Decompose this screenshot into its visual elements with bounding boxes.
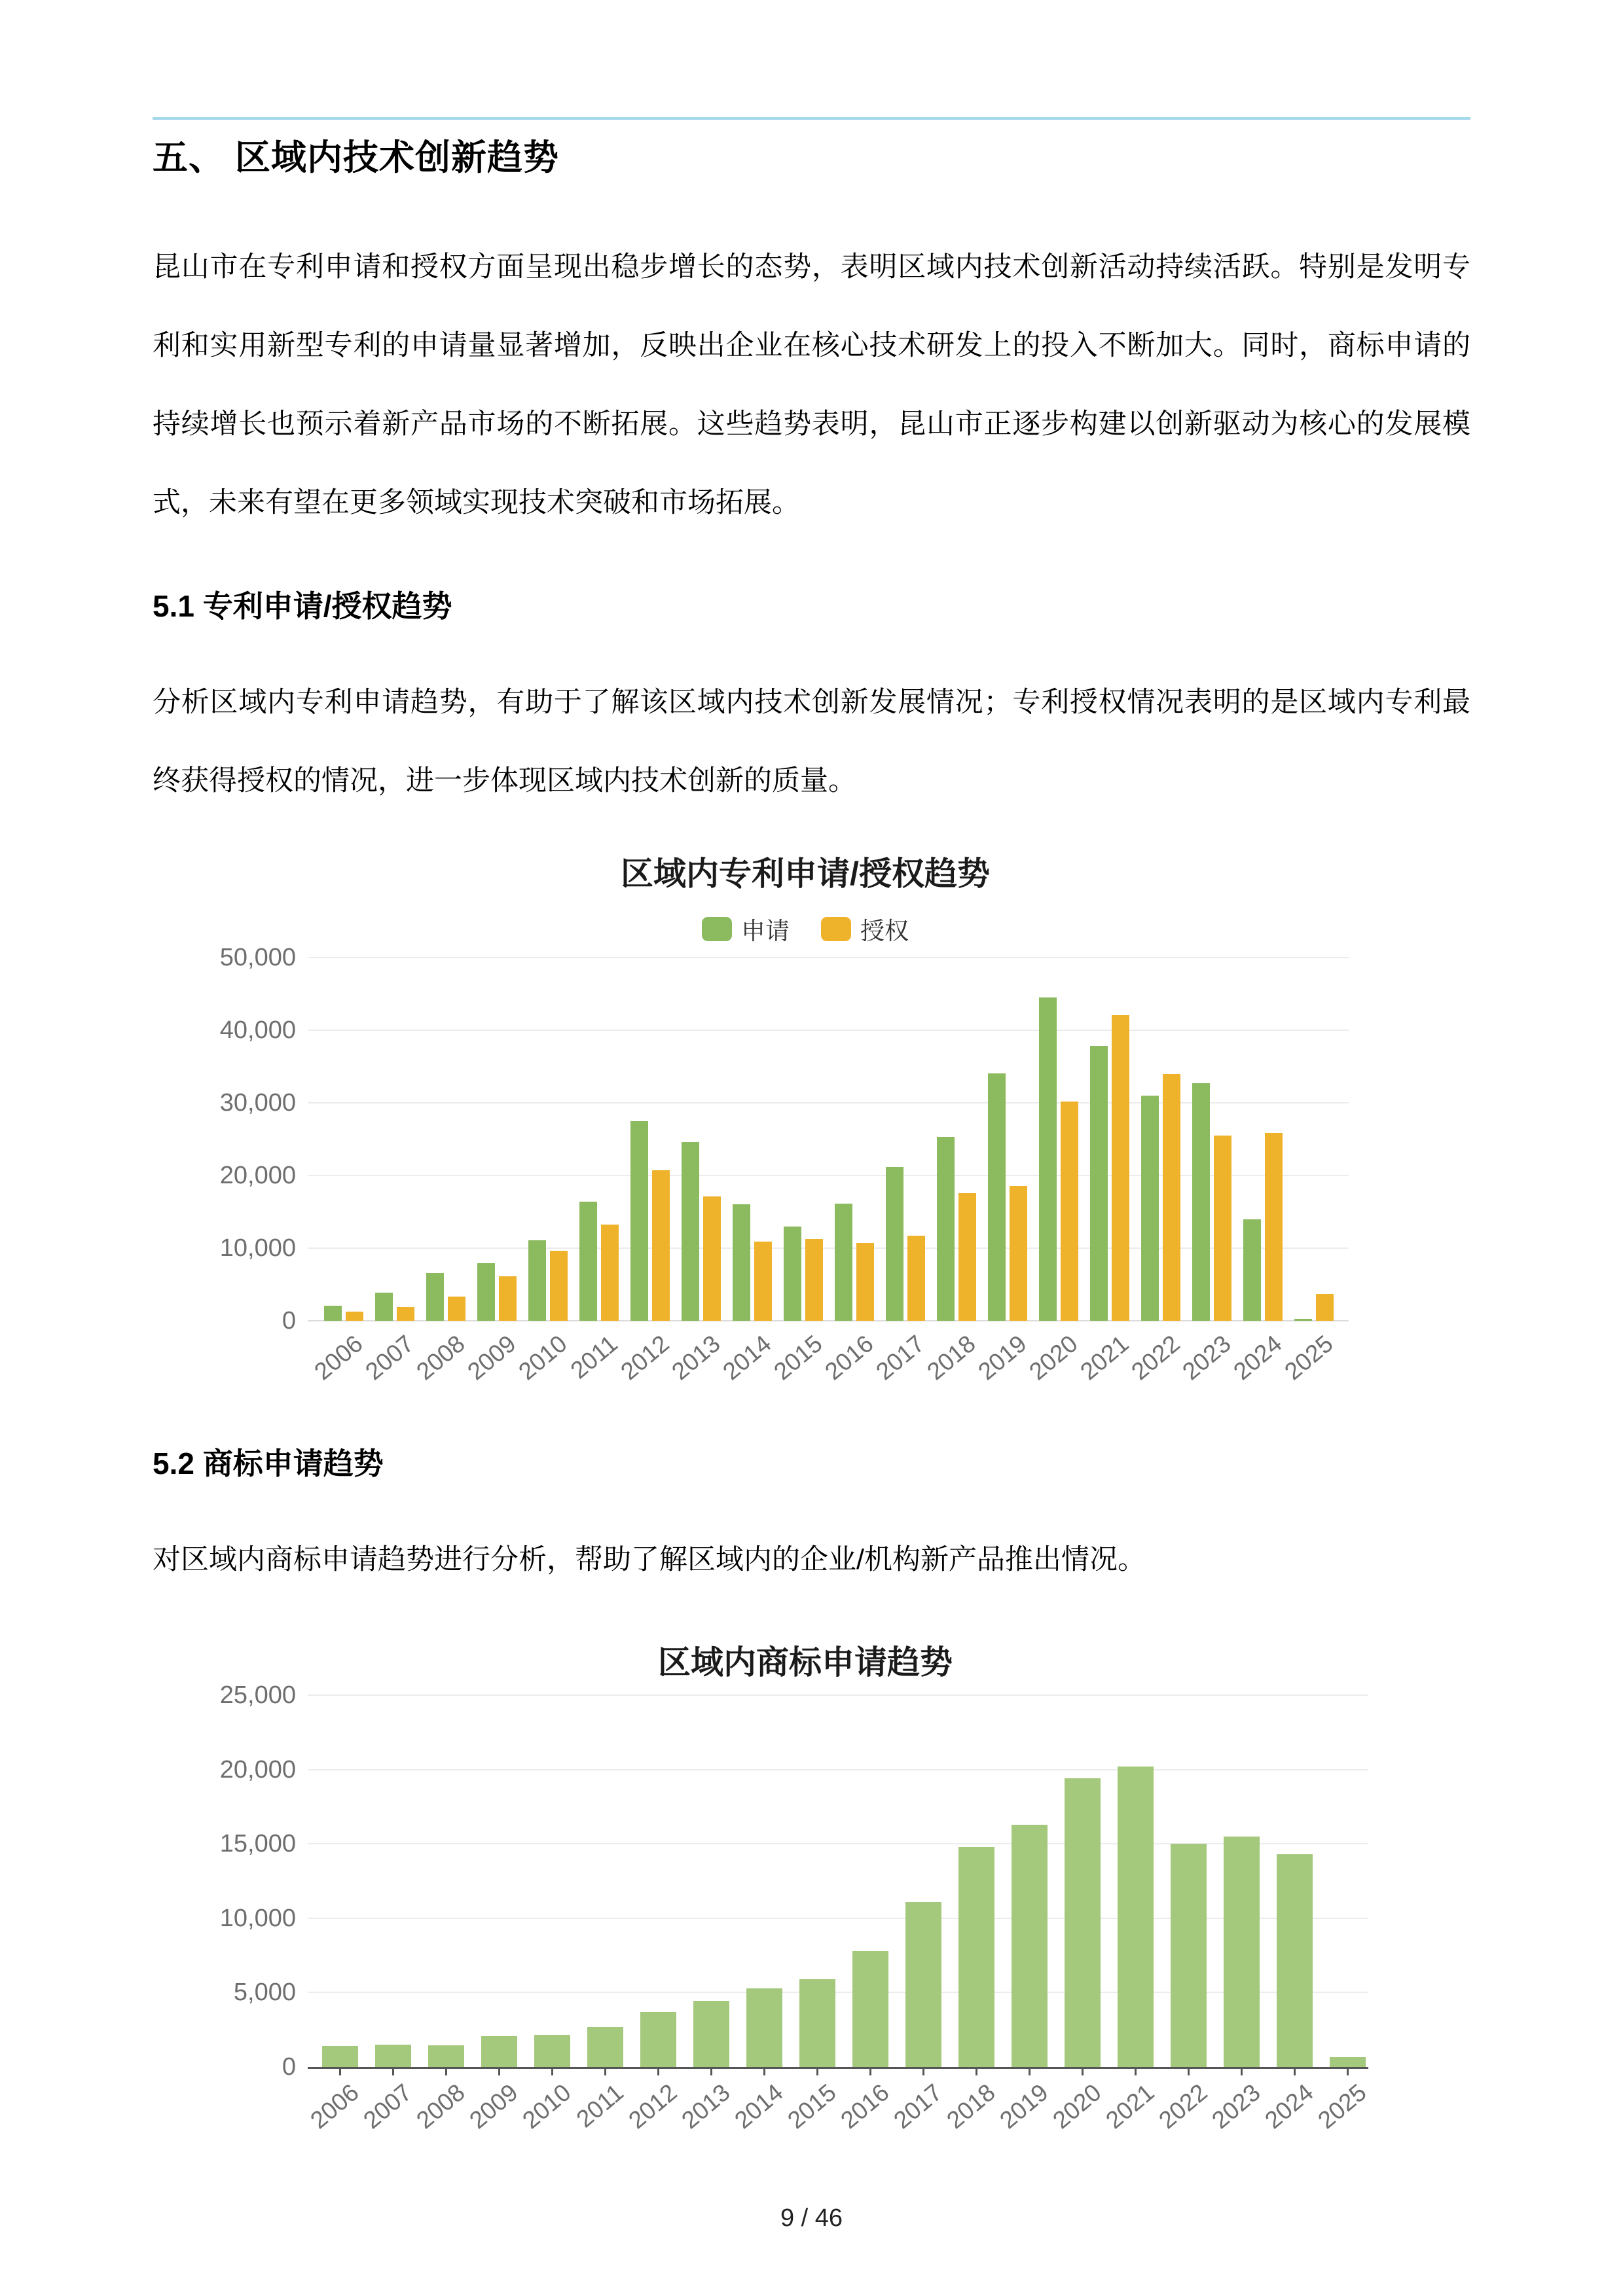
- bar-授权-2023: [1214, 1136, 1231, 1321]
- axis-tick: [710, 2069, 712, 2075]
- x-axis-tick-label: 2015: [782, 2079, 841, 2134]
- bar-商标申请-2010: [534, 2035, 570, 2067]
- axis-tick: [869, 2069, 871, 2075]
- x-axis-tick-label: 2011: [572, 2079, 629, 2133]
- axis-tick: [1294, 2069, 1296, 2075]
- x-axis-tick-label: 2006: [304, 2079, 364, 2134]
- patent-chart-title: 区域内专利申请/授权趋势: [621, 855, 990, 892]
- section-5-2-heading: 5.2 商标申请趋势: [153, 1446, 384, 1480]
- x-axis-tick-label: 2010: [513, 1330, 572, 1386]
- section-5-2-paragraph: 对区域内商标申请趋势进行分析，帮助了解区域内的企业/机构新产品推出情况。: [153, 1544, 1146, 1575]
- x-axis-tick-label: 2014: [729, 2079, 788, 2134]
- axis-tick: [816, 2069, 818, 2075]
- patent-chart-legend: [177, 911, 1434, 946]
- bar-申请-2025: [1294, 1319, 1312, 1321]
- bar-申请-2020: [1039, 997, 1057, 1321]
- bar-授权-2021: [1112, 1015, 1129, 1321]
- axis-tick: [1082, 2069, 1084, 2075]
- bar-申请-2012: [630, 1121, 648, 1321]
- bar-申请-2008: [426, 1273, 444, 1321]
- bar-申请-2007: [375, 1293, 393, 1321]
- axis-tick: [551, 2069, 553, 2075]
- gridline: [308, 1992, 1368, 1993]
- bar-商标申请-2025: [1330, 2057, 1366, 2067]
- section-5-heading: 五、 区域内技术创新趋势: [153, 138, 560, 177]
- x-axis-tick-label: 2021: [1100, 2079, 1159, 2134]
- x-axis-tick-label: 2011: [566, 1330, 623, 1384]
- x-axis-tick-label: 2012: [615, 1330, 674, 1386]
- bar-商标申请-2020: [1065, 1778, 1101, 2067]
- x-axis-tick-label: 2016: [819, 1330, 879, 1386]
- bar-商标申请-2013: [693, 2001, 729, 2067]
- trademark-chart-plot-area: [304, 1695, 1372, 2134]
- x-axis-tick-label: 2024: [1228, 1330, 1287, 1386]
- x-axis-tick-label: 2023: [1176, 1330, 1236, 1386]
- x-axis-tick-label: 2012: [623, 2079, 682, 2134]
- y-axis-tick-label: 25,000: [219, 1681, 296, 1709]
- axis-tick: [604, 2069, 606, 2075]
- x-axis-tick-label: 2017: [888, 2079, 947, 2134]
- y-axis-tick-label: 10,000: [219, 1234, 296, 1262]
- section-5-paragraph: 昆山市在专利申请和授权方面呈现出稳步增长的态势，表明区域内技术创新活动持续活跃。特别是发明专利和实用新型专利的申请量显著增加，反映出企业在核心技术研发上的投入不断加大。同时，商标申请的持续增长也预示着新产品市场的不断拓展。这些趋势表明，昆山市正逐步构建以创新驱动为核心的发展模式，未来有望在更多领域实现技术突破和市场拓展。: [153, 251, 1470, 518]
- axis-tick: [1188, 2069, 1190, 2075]
- bar-商标申请-2021: [1118, 1767, 1154, 2067]
- bar-授权-2014: [754, 1242, 772, 1321]
- axis-tick: [1347, 2069, 1349, 2075]
- legend-item: [821, 911, 909, 946]
- y-axis-tick-label: 15,000: [219, 1830, 296, 1858]
- x-axis-tick-label: 2025: [1312, 2079, 1372, 2134]
- x-axis-tick-label: 2021: [1074, 1330, 1134, 1386]
- x-axis-tick-label: 2020: [1023, 1330, 1083, 1386]
- bar-申请-2022: [1141, 1096, 1159, 1321]
- axis-tick: [392, 2069, 394, 2075]
- x-axis-tick-label: 2009: [462, 1330, 521, 1386]
- bar-授权-2019: [1010, 1186, 1027, 1321]
- x-axis-tick-label: 2022: [1125, 1330, 1185, 1386]
- bar-申请-2010: [528, 1240, 546, 1321]
- section-5-1-paragraph: 分析区域内专利申请趋势，有助于了解该区域内技术创新发展情况；专利授权情况表明的是区域内专利最终获得授权的情况，进一步体现区域内技术创新的质量。: [153, 687, 1470, 797]
- axis-tick: [763, 2069, 765, 2075]
- bar-商标申请-2018: [958, 1847, 994, 2067]
- bar-申请-2013: [682, 1142, 699, 1321]
- axis-tick: [922, 2069, 924, 2075]
- bar-授权-2010: [550, 1251, 568, 1321]
- x-axis-tick-label: 2017: [870, 1330, 930, 1386]
- x-axis-tick-label: 2020: [1047, 2079, 1106, 2134]
- page-number: 9 / 46: [780, 2204, 843, 2232]
- x-axis-tick-label: 2009: [464, 2079, 523, 2134]
- bar-申请-2017: [886, 1167, 903, 1321]
- gridline: [308, 957, 1349, 958]
- bar-授权-2017: [907, 1236, 925, 1321]
- bar-申请-2018: [937, 1137, 955, 1321]
- y-axis-tick-label: 10,000: [219, 1904, 296, 1932]
- bar-商标申请-2009: [481, 2036, 517, 2067]
- bar-授权-2018: [958, 1193, 976, 1321]
- bar-商标申请-2024: [1277, 1854, 1313, 2067]
- bar-商标申请-2006: [322, 2046, 358, 2067]
- bar-申请-2019: [988, 1073, 1006, 1321]
- x-axis-tick-label: 2019: [972, 1330, 1032, 1386]
- patent-chart-plot-area: [308, 958, 1349, 1386]
- axis-tick: [1241, 2069, 1243, 2075]
- bar-申请-2009: [477, 1263, 495, 1321]
- y-axis-tick-label: 20,000: [219, 1162, 296, 1189]
- x-axis-tick-label: 2008: [410, 2079, 470, 2134]
- bar-商标申请-2012: [640, 2012, 676, 2067]
- y-axis-tick-label: 50,000: [219, 944, 296, 971]
- x-axis-tick-label: 2016: [835, 2079, 894, 2134]
- bar-商标申请-2019: [1012, 1825, 1048, 2067]
- x-axis-tick-label: 2018: [921, 1330, 981, 1386]
- axis-tick: [339, 2069, 341, 2075]
- bar-商标申请-2023: [1224, 1837, 1260, 2067]
- legend-label: 申请: [741, 918, 790, 944]
- 授权-legend-swatch-icon: [821, 917, 851, 941]
- bar-授权-2008: [448, 1297, 465, 1321]
- bar-商标申请-2015: [799, 1979, 835, 2067]
- axis-tick: [1029, 2069, 1030, 2075]
- axis-tick: [1135, 2069, 1137, 2075]
- section-5-1-heading: 5.1 专利申请/授权趋势: [153, 589, 452, 623]
- bar-授权-2015: [805, 1239, 823, 1321]
- header-divider-line: [153, 117, 1470, 120]
- legend-item: [702, 911, 790, 946]
- bar-商标申请-2011: [587, 2027, 623, 2067]
- bar-商标申请-2016: [852, 1951, 888, 2067]
- bar-授权-2016: [856, 1243, 874, 1321]
- bar-申请-2021: [1090, 1046, 1108, 1321]
- bar-商标申请-2008: [428, 2045, 464, 2067]
- x-axis-tick-label: 2022: [1153, 2079, 1213, 2134]
- x-axis-tick-label: 2010: [517, 2079, 576, 2134]
- y-axis-tick-label: 0: [282, 1307, 296, 1335]
- gridline: [308, 1695, 1368, 1696]
- bar-申请-2014: [733, 1204, 750, 1321]
- bar-授权-2007: [397, 1307, 414, 1321]
- x-axis-tick-label: 2007: [357, 2079, 417, 2134]
- bar-授权-2024: [1265, 1133, 1283, 1321]
- bar-授权-2020: [1061, 1102, 1078, 1321]
- bar-申请-2006: [324, 1306, 342, 1321]
- axis-tick: [976, 2069, 977, 2075]
- bar-授权-2009: [499, 1276, 517, 1321]
- bar-授权-2013: [703, 1196, 721, 1321]
- 申请-legend-swatch-icon: [702, 917, 732, 941]
- x-axis-tick-label: 2006: [308, 1330, 368, 1386]
- gridline: [308, 1843, 1368, 1844]
- x-axis-tick-label: 2008: [410, 1330, 470, 1386]
- y-axis-tick-label: 30,000: [219, 1089, 296, 1117]
- bar-商标申请-2017: [905, 1902, 941, 2067]
- bar-申请-2024: [1243, 1219, 1261, 1321]
- y-axis-tick-label: 0: [282, 2053, 296, 2081]
- bar-授权-2025: [1316, 1294, 1334, 1321]
- bar-申请-2015: [784, 1227, 801, 1321]
- trademark-chart-title: 区域内商标申请趋势: [658, 1644, 953, 1681]
- x-axis-tick-label: 2013: [666, 1330, 725, 1386]
- x-axis-tick-label: 2014: [717, 1330, 776, 1386]
- y-axis-tick-label: 20,000: [219, 1755, 296, 1784]
- x-axis-tick-label: 2024: [1259, 2079, 1319, 2134]
- bar-授权-2011: [601, 1225, 619, 1321]
- x-axis-tick-label: 2018: [941, 2079, 1000, 2134]
- x-axis-tick-label: 2019: [994, 2079, 1053, 2134]
- bar-商标申请-2014: [746, 1988, 782, 2067]
- bar-申请-2011: [579, 1202, 597, 1321]
- bar-授权-2006: [346, 1312, 363, 1321]
- legend-label: 授权: [860, 918, 909, 944]
- x-axis-tick-label: 2013: [676, 2079, 735, 2134]
- bar-商标申请-2007: [375, 2045, 411, 2067]
- axis-tick: [445, 2069, 447, 2075]
- y-axis-tick-label: 40,000: [219, 1016, 296, 1044]
- gridline: [308, 1769, 1368, 1770]
- y-axis-tick-label: 5,000: [233, 1979, 296, 2007]
- axis-tick: [498, 2069, 500, 2075]
- bar-商标申请-2022: [1171, 1844, 1207, 2067]
- x-axis-tick-label: 2023: [1206, 2079, 1266, 2134]
- bar-授权-2022: [1163, 1074, 1180, 1321]
- gridline: [308, 1030, 1349, 1031]
- gridline: [308, 1918, 1368, 1919]
- x-axis-tick-label: 2025: [1279, 1330, 1338, 1386]
- x-axis-tick-label: 2007: [359, 1330, 419, 1386]
- bar-申请-2016: [835, 1204, 852, 1321]
- bar-申请-2023: [1192, 1083, 1210, 1321]
- x-axis-tick-label: 2015: [768, 1330, 828, 1386]
- bar-授权-2012: [652, 1170, 670, 1321]
- axis-tick: [657, 2069, 659, 2075]
